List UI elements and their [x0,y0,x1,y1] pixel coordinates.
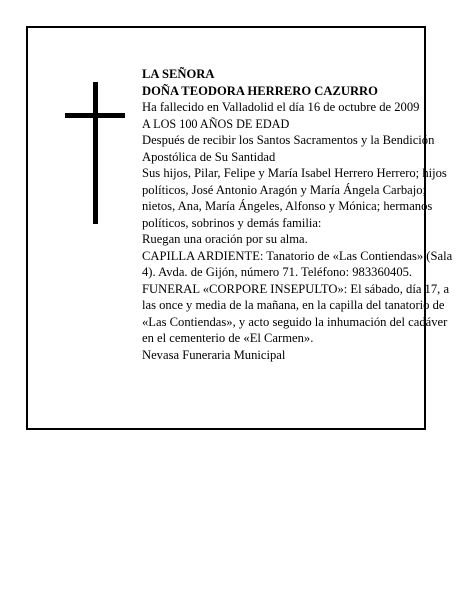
notice-text [142,66,454,363]
sacraments-text: Después de recibir los Santos Sacramentos y la Bendición Apostólica de Su Santidad [142,133,435,164]
chapel-text: CAPILLA ARDIENTE: Tanatorio de «Las Contiendas» (Sala 4). Avda. de Gijón, número 71. Teléfono: 983360405. [142,248,453,279]
deceased-name: DOÑA TEODORA HERRERO CAZURRO [142,83,378,98]
funeral-text: FUNERAL «CORPORE INSEPULTO»: El sábado, día 17, a las once y media de la mañana, en la capilla del tanatorio de «Las Contiendas», y acto seguido la inhumación del cadáver en el cementerio de «El Carmen». [142,281,450,345]
cross-icon [93,82,98,224]
notice-title: LA SEÑORA [142,67,215,81]
prayer-text: Ruegan una oración por su alma. [142,232,308,246]
obituary-notice [26,26,453,430]
cross-icon-bar [65,113,125,118]
age-line: A LOS 100 AÑOS DE EDAD [142,116,290,131]
funeral-home: Nevasa Funeraria Municipal [142,347,286,362]
family-text: Sus hijos, Pilar, Felipe y María Isabel Herrero Herrero; hijos políticos, José Antonio Aragón y María Ángela Carbajo; nietos, Ana, María Ángeles, Alfonso y Mónica; hermanos políticos, sobrinos y demás familia: [142,166,447,230]
death-line: Ha fallecido en Valladolid el día 16 de octubre de 2009 [142,100,420,114]
